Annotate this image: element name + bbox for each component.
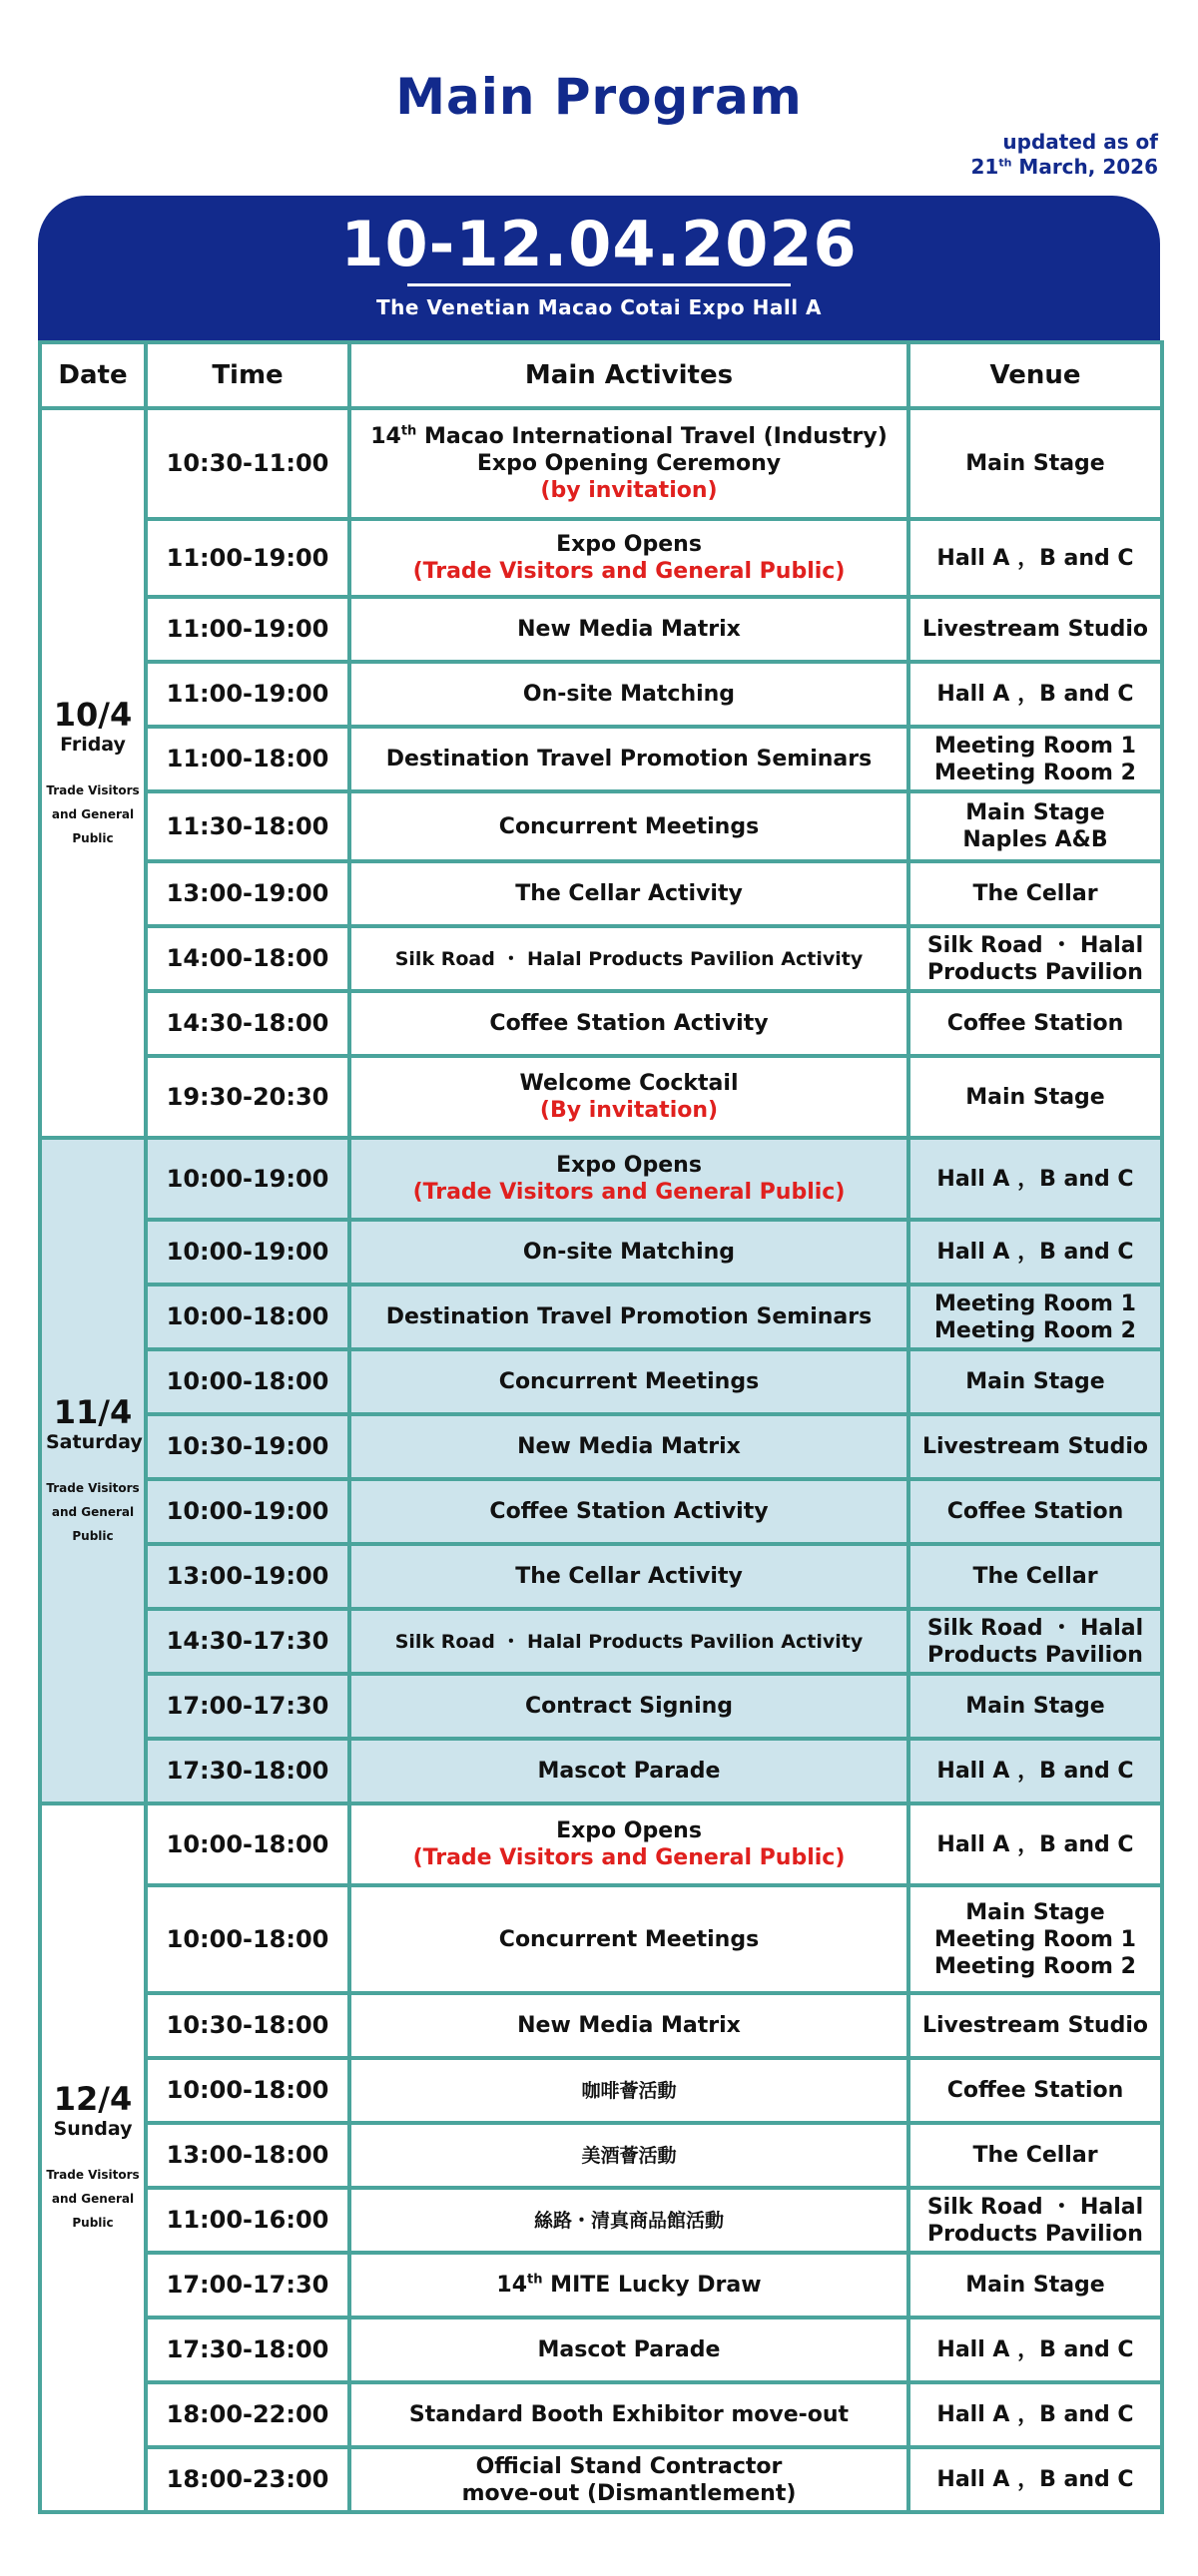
activity-title: The Cellar Activity bbox=[515, 1564, 743, 1589]
venue-line: Products Pavilion bbox=[927, 2221, 1143, 2247]
activity-cell bbox=[349, 1674, 908, 1739]
day-weekday: Friday bbox=[60, 733, 126, 756]
venue-line: Main Stage bbox=[965, 451, 1105, 476]
event-dates: 10-12.04.2026 bbox=[340, 208, 858, 280]
time-cell: 14:30-18:00 bbox=[146, 991, 349, 1056]
time-cell: 11:00-19:00 bbox=[146, 519, 349, 597]
header-time: Time bbox=[146, 342, 349, 408]
venue-line: Livestream Studio bbox=[921, 1434, 1149, 1459]
activity-title: Official Stand Contractor bbox=[475, 2453, 783, 2479]
activity-cell bbox=[349, 519, 908, 597]
activity-title: Expo Opens bbox=[556, 1153, 702, 1178]
activity-title: Welcome Cocktail bbox=[519, 1071, 739, 1096]
venue-cell bbox=[908, 1285, 1162, 1349]
venue-line: Naples A&B bbox=[962, 827, 1108, 852]
time-cell: 10:30-11:00 bbox=[146, 408, 349, 519]
venue-cell bbox=[908, 1803, 1162, 1885]
time-cell: 10:00-19:00 bbox=[146, 1479, 349, 1544]
time-cell: 11:00-18:00 bbox=[146, 727, 349, 791]
venue-line: Hall A ，B and C bbox=[936, 2467, 1134, 2492]
time-cell: 18:00-23:00 bbox=[146, 2447, 349, 2512]
table-row bbox=[40, 926, 1162, 991]
venue-line: Livestream Studio bbox=[921, 2013, 1149, 2038]
venue-line: Coffee Station bbox=[946, 1011, 1124, 1036]
table-row bbox=[40, 1739, 1162, 1803]
activity-title: On-site Matching bbox=[522, 682, 736, 707]
activity-title: Coffee Station Activity bbox=[489, 1499, 769, 1524]
activity-cell bbox=[349, 2058, 908, 2123]
venue-line: Silk Road ・ Halal bbox=[926, 1615, 1144, 1641]
activity-cell bbox=[349, 1739, 908, 1803]
activity-cell bbox=[349, 1803, 908, 1885]
time-cell: 10:00-19:00 bbox=[146, 1220, 349, 1285]
venue-cell bbox=[908, 2123, 1162, 2188]
time-cell: 10:30-19:00 bbox=[146, 1414, 349, 1479]
table-row bbox=[40, 1220, 1162, 1285]
table-row bbox=[40, 2318, 1162, 2382]
venue-line: Hall A ，B and C bbox=[936, 682, 1134, 707]
activity-title: Concurrent Meetings bbox=[498, 1369, 760, 1394]
venue-line: Main Stage bbox=[965, 1899, 1105, 1925]
activity-cell bbox=[349, 861, 908, 926]
venue-line: The Cellar bbox=[972, 881, 1098, 906]
venue-cell bbox=[908, 1544, 1162, 1609]
venue-line: Meeting Room 2 bbox=[934, 760, 1136, 785]
venue-line: Silk Road ・ Halal bbox=[926, 2194, 1144, 2220]
venue-line: Coffee Station bbox=[946, 1499, 1124, 1524]
venue-cell bbox=[908, 1609, 1162, 1674]
venue-cell bbox=[908, 519, 1162, 597]
day-cell bbox=[40, 408, 146, 1138]
table-row bbox=[40, 2253, 1162, 2318]
activity-title: 絲路・清真商品館活動 bbox=[533, 2209, 724, 2232]
venue-line: Hall A ，B and C bbox=[936, 2402, 1134, 2427]
activity-note: (By invitation) bbox=[539, 1098, 719, 1123]
venue-cell bbox=[908, 1993, 1162, 2058]
table-row bbox=[40, 1544, 1162, 1609]
day-date: 12/4 bbox=[53, 2080, 133, 2118]
venue-line: The Cellar bbox=[972, 2143, 1098, 2168]
activity-title: Coffee Station Activity bbox=[489, 1011, 769, 1036]
activity-cell bbox=[349, 2382, 908, 2447]
time-cell: 14:30-17:30 bbox=[146, 1609, 349, 1674]
time-cell: 11:00-19:00 bbox=[146, 597, 349, 662]
venue-line: Hall A ，B and C bbox=[936, 1166, 1134, 1192]
table-row bbox=[40, 1285, 1162, 1349]
activity-cell bbox=[349, 1993, 908, 2058]
activity-title: New Media Matrix bbox=[517, 2013, 741, 2038]
table-row bbox=[40, 1609, 1162, 1674]
table-row bbox=[40, 519, 1162, 597]
activity-cell bbox=[349, 2123, 908, 2188]
time-cell: 11:00-19:00 bbox=[146, 662, 349, 727]
activity-title: The Cellar Activity bbox=[515, 881, 743, 906]
activity-cell bbox=[349, 2447, 908, 2512]
activity-cell bbox=[349, 1220, 908, 1285]
table-row bbox=[40, 2123, 1162, 2188]
time-cell: 10:00-18:00 bbox=[146, 1885, 349, 1993]
venue-line: Meeting Room 2 bbox=[934, 1953, 1136, 1979]
program-table bbox=[38, 340, 1164, 2514]
activity-cell bbox=[349, 1414, 908, 1479]
day-audience: Trade Visitors and General Public bbox=[46, 2168, 140, 2230]
venue-line: Hall A ，B and C bbox=[936, 1831, 1134, 1857]
table-row bbox=[40, 1414, 1162, 1479]
time-cell: 17:00-17:30 bbox=[146, 1674, 349, 1739]
table-row bbox=[40, 1056, 1162, 1138]
activity-cell bbox=[349, 991, 908, 1056]
table-row bbox=[40, 2382, 1162, 2447]
venue-line: Meeting Room 1 bbox=[934, 1926, 1136, 1952]
time-cell: 11:30-18:00 bbox=[146, 791, 349, 861]
activity-subtitle: Expo Opening Ceremony bbox=[476, 451, 782, 476]
day-weekday: Saturday bbox=[46, 1430, 143, 1453]
activity-title: Destination Travel Promotion Seminars bbox=[385, 747, 873, 772]
venue-cell bbox=[908, 662, 1162, 727]
table-row bbox=[40, 2188, 1162, 2253]
activity-cell bbox=[349, 408, 908, 519]
updated-label: updated as of bbox=[1002, 130, 1158, 154]
activity-cell bbox=[349, 1885, 908, 1993]
venue-line: Main Stage bbox=[965, 1369, 1105, 1394]
venue-cell bbox=[908, 1674, 1162, 1739]
activity-cell bbox=[349, 2253, 908, 2318]
venue-cell bbox=[908, 2447, 1162, 2512]
table-row bbox=[40, 2058, 1162, 2123]
activity-cell bbox=[349, 1609, 908, 1674]
time-cell: 13:00-19:00 bbox=[146, 1544, 349, 1609]
activity-title: New Media Matrix bbox=[517, 1434, 741, 1459]
activity-cell bbox=[349, 1285, 908, 1349]
venue-cell bbox=[908, 1220, 1162, 1285]
activity-title: Standard Booth Exhibitor move-out bbox=[408, 2402, 850, 2427]
venue-line: Hall A ，B and C bbox=[936, 2337, 1134, 2362]
activity-title: Destination Travel Promotion Seminars bbox=[385, 1304, 873, 1329]
time-cell: 17:00-17:30 bbox=[146, 2253, 349, 2318]
activity-title: 美酒薈活動 bbox=[581, 2144, 677, 2167]
activity-note: (Trade Visitors and General Public) bbox=[412, 1845, 846, 1870]
venue-cell bbox=[908, 1739, 1162, 1803]
activity-cell bbox=[349, 1056, 908, 1138]
activity-cell bbox=[349, 597, 908, 662]
venue-cell bbox=[908, 1349, 1162, 1414]
time-cell: 18:00-22:00 bbox=[146, 2382, 349, 2447]
table-row bbox=[40, 1479, 1162, 1544]
activity-note: (Trade Visitors and General Public) bbox=[412, 1180, 846, 1205]
activity-cell bbox=[349, 791, 908, 861]
table-row bbox=[40, 791, 1162, 861]
activity-title: Expo Opens bbox=[556, 1818, 702, 1843]
table-row bbox=[40, 1885, 1162, 1993]
venue-line: Products Pavilion bbox=[927, 959, 1143, 985]
activity-cell bbox=[349, 2188, 908, 2253]
venue-line: Coffee Station bbox=[946, 2078, 1124, 2103]
activity-title: On-site Matching bbox=[522, 1240, 736, 1265]
activity-title: 14th Macao International Travel (Industry) bbox=[370, 423, 888, 449]
venue-line: Meeting Room 1 bbox=[934, 1290, 1136, 1316]
time-cell: 14:00-18:00 bbox=[146, 926, 349, 991]
activity-title: Silk Road ・ Halal Products Pavilion Activity bbox=[394, 1630, 864, 1653]
time-cell: 10:00-18:00 bbox=[146, 2058, 349, 2123]
table-row bbox=[40, 1138, 1162, 1220]
activity-subtitle: move-out (Dismantlement) bbox=[461, 2480, 797, 2506]
activity-title: Concurrent Meetings bbox=[498, 1926, 760, 1952]
activity-cell bbox=[349, 1349, 908, 1414]
activity-cell bbox=[349, 662, 908, 727]
event-banner bbox=[38, 196, 1160, 340]
venue-cell bbox=[908, 791, 1162, 861]
venue-cell bbox=[908, 991, 1162, 1056]
time-cell: 17:30-18:00 bbox=[146, 2318, 349, 2382]
banner-divider bbox=[407, 283, 791, 286]
time-cell: 10:00-18:00 bbox=[146, 1803, 349, 1885]
time-cell: 13:00-19:00 bbox=[146, 861, 349, 926]
activity-title: 14th MITE Lucky Draw bbox=[496, 2272, 762, 2298]
day-date: 11/4 bbox=[53, 1392, 133, 1431]
updated-date: 21th March, 2026 bbox=[970, 155, 1158, 179]
venue-cell bbox=[908, 2188, 1162, 2253]
table-row bbox=[40, 727, 1162, 791]
time-cell: 10:30-18:00 bbox=[146, 1993, 349, 2058]
venue-cell bbox=[908, 1479, 1162, 1544]
venue-cell bbox=[908, 2318, 1162, 2382]
venue-line: Livestream Studio bbox=[921, 617, 1149, 642]
day-cell bbox=[40, 1138, 146, 1803]
activity-title: New Media Matrix bbox=[517, 617, 741, 642]
venue-cell bbox=[908, 1056, 1162, 1138]
activity-cell bbox=[349, 1544, 908, 1609]
venue-cell bbox=[908, 727, 1162, 791]
time-cell: 17:30-18:00 bbox=[146, 1739, 349, 1803]
activity-title: Mascot Parade bbox=[537, 1759, 721, 1784]
table-row bbox=[40, 1993, 1162, 2058]
time-cell: 10:00-19:00 bbox=[146, 1138, 349, 1220]
venue-line: Hall A ，B and C bbox=[936, 1759, 1134, 1784]
time-cell: 13:00-18:00 bbox=[146, 2123, 349, 2188]
event-venue: The Venetian Macao Cotai Expo Hall A bbox=[376, 295, 822, 319]
table-row bbox=[40, 597, 1162, 662]
activity-note: (Trade Visitors and General Public) bbox=[412, 559, 846, 584]
time-cell: 10:00-18:00 bbox=[146, 1349, 349, 1414]
venue-line: Main Stage bbox=[965, 1694, 1105, 1719]
activity-title: Concurrent Meetings bbox=[498, 813, 760, 839]
venue-cell bbox=[908, 2253, 1162, 2318]
header-venue: Venue bbox=[908, 342, 1162, 408]
table-row bbox=[40, 2447, 1162, 2512]
venue-cell bbox=[908, 408, 1162, 519]
time-cell: 19:30-20:30 bbox=[146, 1056, 349, 1138]
venue-cell bbox=[908, 2058, 1162, 2123]
activity-note: (by invitation) bbox=[540, 478, 718, 503]
table-row bbox=[40, 861, 1162, 926]
updated-note bbox=[971, 130, 1158, 180]
day-cell bbox=[40, 1803, 146, 2512]
venue-cell bbox=[908, 861, 1162, 926]
table-header-row bbox=[40, 342, 1162, 408]
venue-cell bbox=[908, 1885, 1162, 1993]
time-cell: 10:00-18:00 bbox=[146, 1285, 349, 1349]
activity-cell bbox=[349, 1138, 908, 1220]
activity-title: Silk Road ・ Halal Products Pavilion Activity bbox=[394, 947, 864, 970]
table-row bbox=[40, 662, 1162, 727]
page-title: Main Program bbox=[395, 68, 803, 126]
venue-line: Main Stage bbox=[965, 800, 1105, 825]
activity-cell bbox=[349, 727, 908, 791]
venue-line: Meeting Room 2 bbox=[934, 1317, 1136, 1343]
venue-line: Silk Road ・ Halal bbox=[926, 932, 1144, 958]
venue-cell bbox=[908, 926, 1162, 991]
activity-title: Mascot Parade bbox=[537, 2337, 721, 2362]
venue-cell bbox=[908, 1138, 1162, 1220]
venue-line: Hall A ，B and C bbox=[936, 545, 1134, 571]
day-audience: Trade Visitors and General Public bbox=[46, 1480, 140, 1543]
activity-title: Contract Signing bbox=[524, 1694, 734, 1719]
table-row bbox=[40, 1803, 1162, 1885]
venue-line: Main Stage bbox=[965, 1084, 1105, 1110]
day-date: 10/4 bbox=[53, 695, 133, 734]
table-row bbox=[40, 1674, 1162, 1739]
time-cell: 11:00-16:00 bbox=[146, 2188, 349, 2253]
venue-cell bbox=[908, 597, 1162, 662]
header-date: Date bbox=[40, 342, 146, 408]
table-row bbox=[40, 1349, 1162, 1414]
table-row bbox=[40, 991, 1162, 1056]
venue-cell bbox=[908, 1414, 1162, 1479]
activity-cell bbox=[349, 926, 908, 991]
venue-cell bbox=[908, 2382, 1162, 2447]
activity-title: 咖啡薈活動 bbox=[581, 2079, 677, 2102]
venue-line: Main Stage bbox=[965, 2273, 1105, 2298]
header-activity: Main Activites bbox=[349, 342, 908, 408]
activity-cell bbox=[349, 1479, 908, 1544]
activity-title: Expo Opens bbox=[556, 532, 702, 557]
day-weekday: Sunday bbox=[53, 2118, 133, 2140]
venue-line: Hall A ，B and C bbox=[936, 1240, 1134, 1265]
venue-line: Meeting Room 1 bbox=[934, 733, 1136, 759]
activity-cell bbox=[349, 2318, 908, 2382]
venue-line: Products Pavilion bbox=[927, 1642, 1143, 1668]
venue-line: The Cellar bbox=[972, 1564, 1098, 1589]
table-row bbox=[40, 408, 1162, 519]
day-audience: Trade Visitors and General Public bbox=[46, 782, 140, 845]
